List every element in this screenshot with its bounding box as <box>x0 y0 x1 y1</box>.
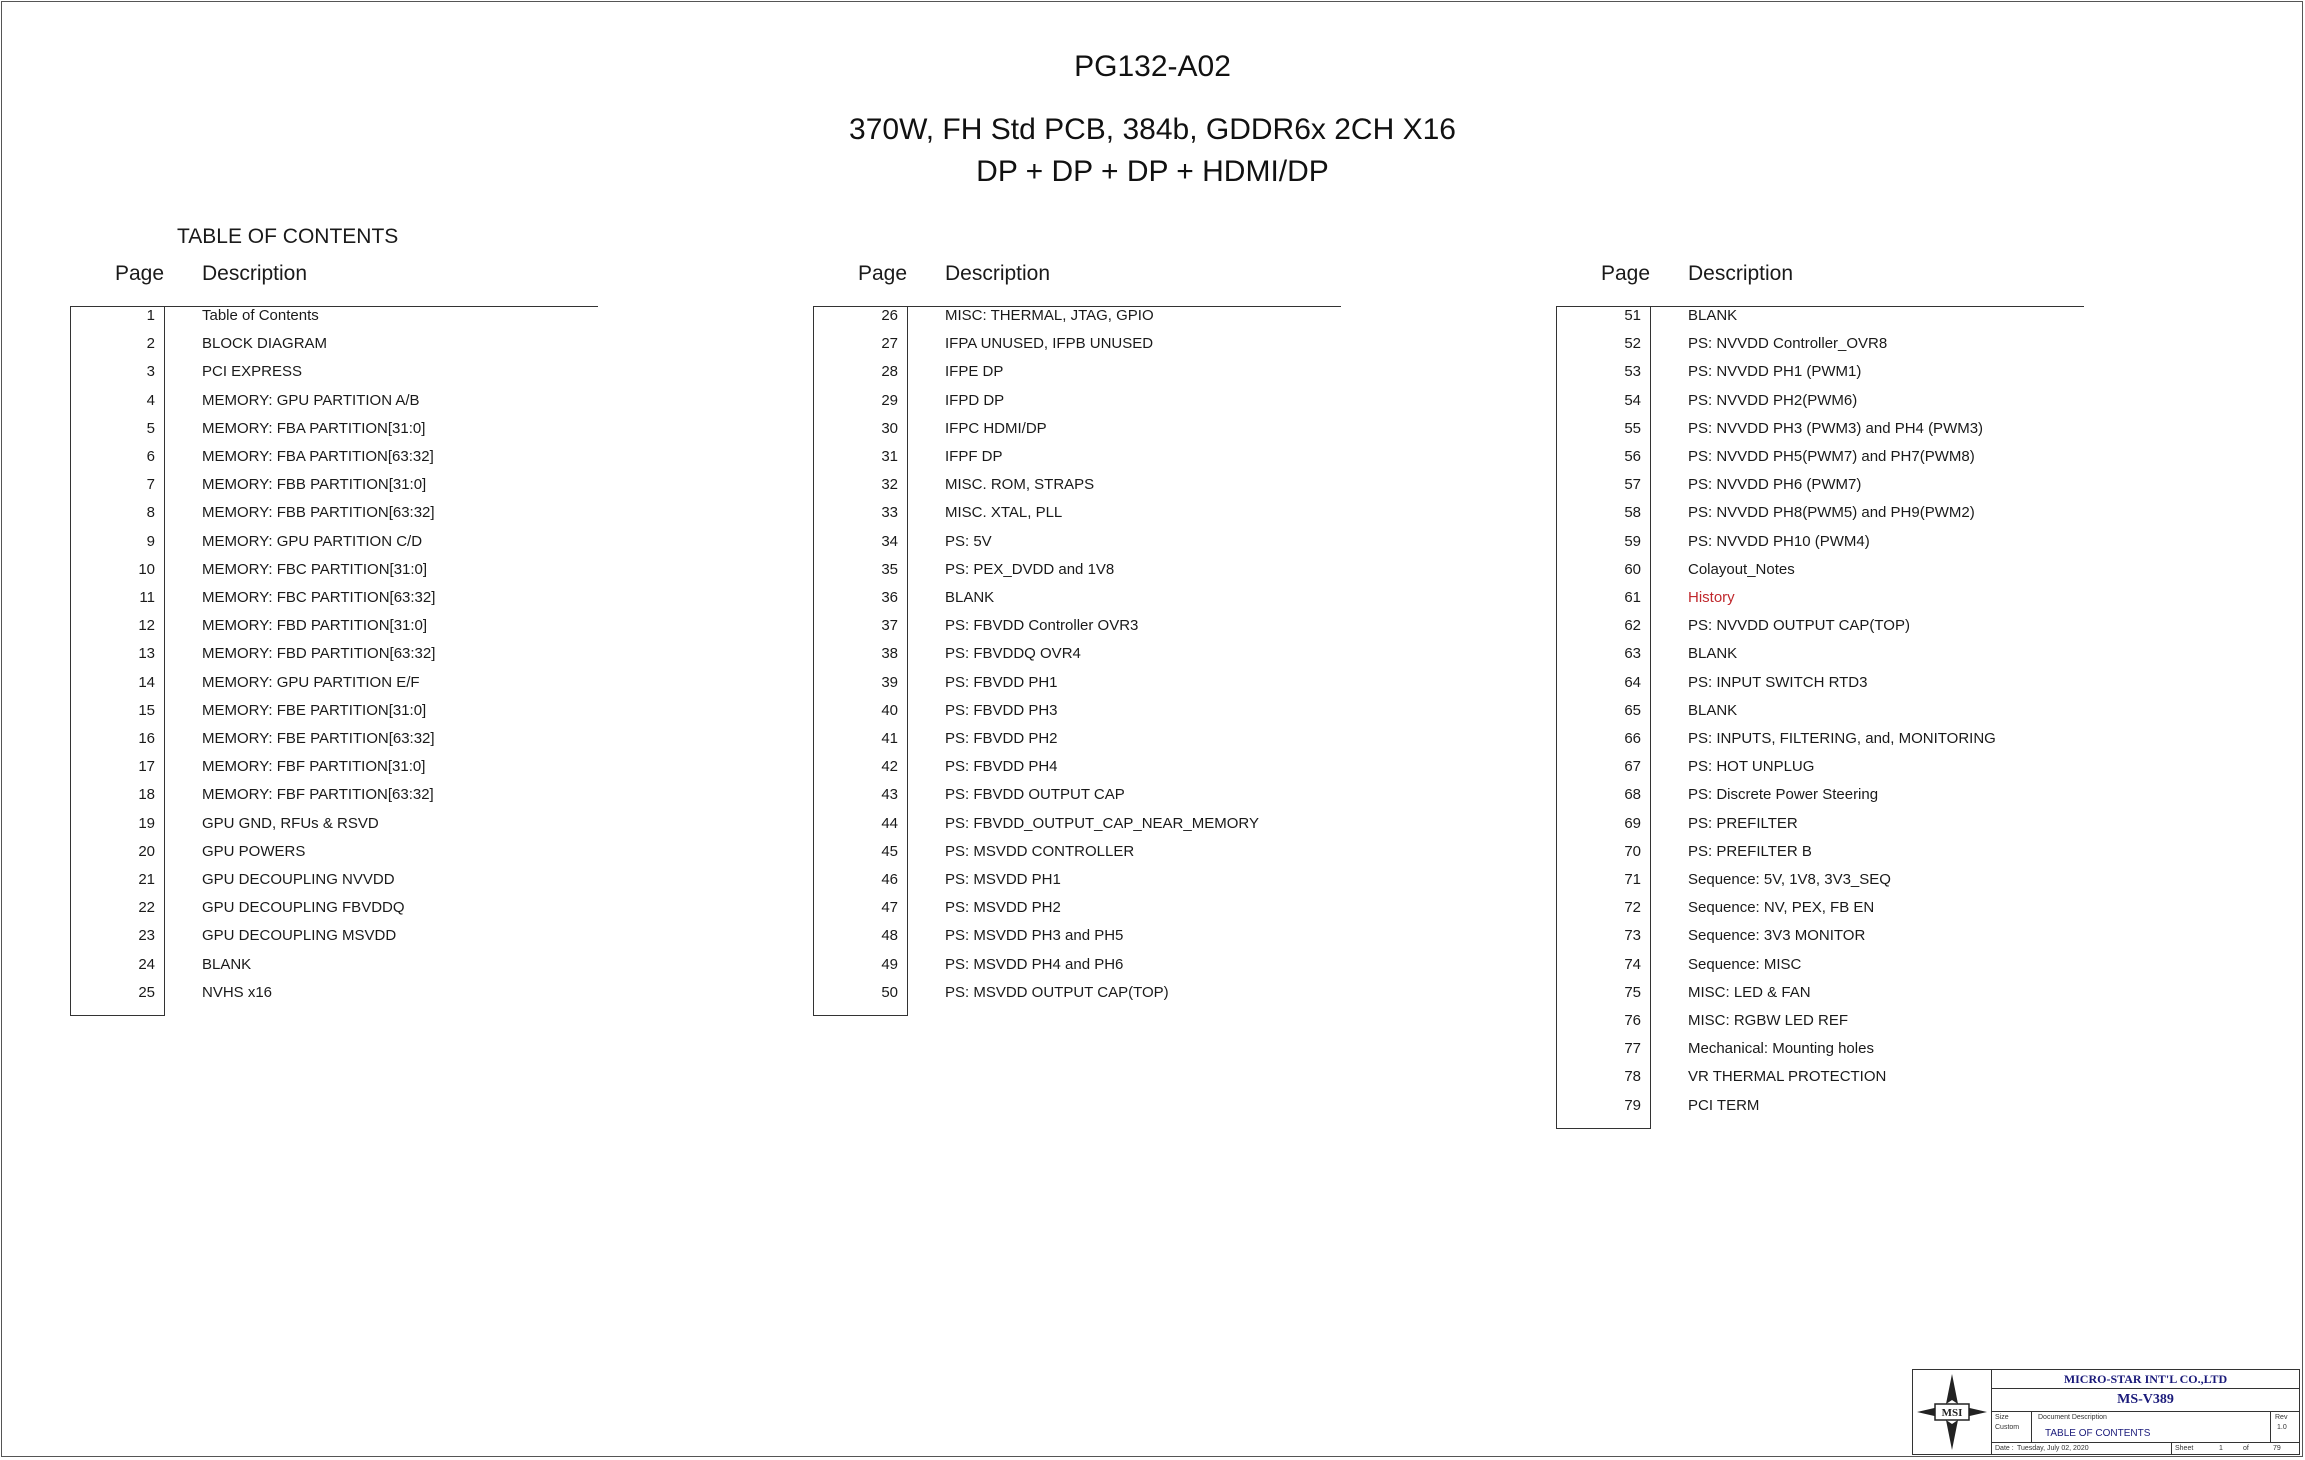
toc-page-number: 19 <box>138 814 155 832</box>
toc-page-number: 41 <box>881 730 898 747</box>
toc-page-number: 4 <box>146 391 155 409</box>
toc-description: PS: MSVDD PH1 <box>945 871 1061 888</box>
toc-description: MEMORY: FBC PARTITION[63:32] <box>202 589 436 606</box>
toc-page-number: 57 <box>1624 476 1641 494</box>
toc-description: PS: 5V <box>945 532 992 550</box>
toc-description: IFPA UNUSED, IFPB UNUSED <box>945 335 1154 353</box>
toc-description: GPU POWERS <box>202 842 306 860</box>
toc-page-number: 47 <box>881 899 898 917</box>
toc-description: PS: PREFILTER B <box>1688 842 1812 860</box>
toc-description: Sequence: MISC <box>1688 955 1802 973</box>
toc-description: MEMORY: GPU PARTITION C/D <box>202 532 423 550</box>
table-page-divider <box>164 306 165 1015</box>
toc-page-number: 6 <box>146 448 155 465</box>
toc-description: MEMORY: FBC PARTITION[31:0] <box>202 560 428 578</box>
toc-page-number: 70 <box>1624 842 1641 860</box>
toc-page-number: 35 <box>881 560 898 578</box>
toc-page-number: 79 <box>1624 1096 1641 1114</box>
toc-description: MEMORY: FBD PARTITION[63:32] <box>202 645 436 663</box>
of-label: of <box>2243 1445 2249 1452</box>
toc-page-number: 66 <box>1624 730 1641 747</box>
table-bottom-rule <box>1556 1128 1651 1129</box>
toc-page-number: 49 <box>881 955 898 973</box>
toc-description: IFPE DP <box>945 363 1004 381</box>
toc-description: PCI TERM <box>1688 1096 1760 1114</box>
toc-page-number: 65 <box>1624 701 1641 719</box>
description-column-header: Description <box>1688 262 1794 285</box>
toc-page-number: 8 <box>146 504 155 522</box>
toc-page-number: 42 <box>881 758 898 776</box>
toc-page-number: 73 <box>1624 927 1641 945</box>
toc-description: GPU DECOUPLING FBVDDQ <box>202 899 405 917</box>
toc-page-number: 53 <box>1624 363 1641 381</box>
msi-star-icon <box>1913 1370 1991 1454</box>
toc-description: PS: NVVDD PH3 (PWM3) and PH4 (PWM3) <box>1688 419 1984 437</box>
toc-description: Table of Contents <box>202 307 319 324</box>
toc-description: GPU GND, RFUs & RSVD <box>202 814 379 832</box>
toc-description: PS: NVVDD PH5(PWM7) and PH7(PWM8) <box>1688 448 1975 465</box>
toc-page-number: 34 <box>881 532 898 550</box>
toc-page-number: 76 <box>1624 1012 1641 1029</box>
toc-description: PS: FBVDD_OUTPUT_CAP_NEAR_MEMORY <box>945 814 1259 832</box>
toc-page-number: 40 <box>881 701 898 719</box>
table-left-rule <box>813 306 814 1015</box>
toc-description: PS: PREFILTER <box>1688 814 1798 832</box>
table-left-rule <box>1556 306 1557 1128</box>
toc-page-number: 59 <box>1624 532 1641 550</box>
toc-description: PS: FBVDDQ OVR4 <box>945 645 1081 663</box>
toc-page-number: 7 <box>146 476 155 494</box>
toc-heading: TABLE OF CONTENTS <box>177 225 399 248</box>
toc-description: History <box>1688 589 1735 606</box>
toc-page-number: 22 <box>138 899 155 917</box>
page-column-header: Page <box>115 262 165 285</box>
toc-page-number: 21 <box>138 871 155 888</box>
toc-description: PS: INPUT SWITCH RTD3 <box>1688 673 1868 691</box>
size-label: Size <box>1995 1414 2009 1421</box>
toc-description: PS: INPUTS, FILTERING, and, MONITORING <box>1688 730 1996 747</box>
toc-description: PS: PEX_DVDD and 1V8 <box>945 560 1115 578</box>
toc-description: Colayout_Notes <box>1688 560 1795 578</box>
toc-description: MEMORY: FBF PARTITION[31:0] <box>202 758 426 776</box>
toc-page-number: 32 <box>881 476 898 494</box>
doc-desc-label: Document Description <box>2038 1414 2107 1421</box>
toc-description: BLANK <box>1688 645 1738 663</box>
toc-page-number: 63 <box>1624 645 1641 663</box>
toc-page-number: 11 <box>139 589 155 606</box>
toc-description: MISC. ROM, STRAPS <box>945 476 1095 494</box>
toc-description: MISC: LED & FAN <box>1688 983 1811 1001</box>
toc-description: Sequence: 5V, 1V8, 3V3_SEQ <box>1688 871 1891 888</box>
toc-page-number: 46 <box>881 871 898 888</box>
toc-page-number: 55 <box>1624 419 1641 437</box>
toc-description: MEMORY: FBA PARTITION[63:32] <box>202 448 434 465</box>
toc-description: BLANK <box>1688 701 1738 719</box>
title-block <box>1912 1369 2300 1455</box>
sheet-value: 1 <box>2219 1445 2223 1452</box>
toc-description: PS: NVVDD OUTPUT CAP(TOP) <box>1688 617 1910 635</box>
toc-page-number: 78 <box>1624 1068 1641 1086</box>
table-left-rule <box>70 306 71 1015</box>
toc-page-number: 60 <box>1624 560 1641 578</box>
toc-page-number: 30 <box>881 419 898 437</box>
msi-logo <box>1913 1370 1992 1454</box>
toc-page-number: 31 <box>881 448 898 465</box>
toc-page-number: 67 <box>1624 758 1641 776</box>
toc-description: PS: FBVDD Controller OVR3 <box>945 617 1139 635</box>
toc-page-number: 2 <box>146 335 155 353</box>
model-number: MS-V389 <box>1992 1389 2299 1412</box>
toc-description: PS: NVVDD PH1 (PWM1) <box>1688 363 1862 381</box>
toc-page-number: 37 <box>881 617 898 635</box>
toc-page-number: 23 <box>138 927 155 945</box>
document-title: PG132-A02 <box>1074 50 1231 83</box>
toc-page-number: 72 <box>1624 899 1641 917</box>
table-bottom-rule <box>813 1015 908 1016</box>
toc-page-number: 5 <box>146 419 155 437</box>
toc-description: PS: MSVDD OUTPUT CAP(TOP) <box>945 983 1169 1001</box>
toc-page-number: 39 <box>881 673 898 691</box>
toc-description: Mechanical: Mounting holes <box>1688 1040 1874 1058</box>
toc-description: PS: FBVDD OUTPUT CAP <box>945 786 1125 804</box>
toc-page-number: 9 <box>146 532 155 550</box>
toc-description: BLANK <box>1688 307 1738 324</box>
description-column-header: Description <box>202 262 308 285</box>
toc-page-number: 29 <box>881 391 898 409</box>
toc-description: IFPF DP <box>945 448 1003 465</box>
toc-page-number: 61 <box>1624 589 1641 606</box>
toc-page-number: 36 <box>881 589 898 606</box>
toc-page-number: 20 <box>138 842 155 860</box>
toc-description: GPU DECOUPLING MSVDD <box>202 927 397 945</box>
toc-page-number: 12 <box>138 617 155 635</box>
toc-page-number: 75 <box>1624 983 1641 1001</box>
date-label: Date : <box>1995 1445 2014 1452</box>
document-subtitle-line1: 370W, FH Std PCB, 384b, GDDR6x 2CH X16 <box>849 113 1456 146</box>
toc-page-number: 10 <box>138 560 155 578</box>
toc-description: IFPD DP <box>945 391 1005 409</box>
toc-description: MEMORY: GPU PARTITION A/B <box>202 391 420 409</box>
toc-description: PS: HOT UNPLUG <box>1688 758 1815 776</box>
toc-page-number: 15 <box>138 701 155 719</box>
toc-page-number: 51 <box>1624 307 1641 324</box>
toc-page-number: 64 <box>1624 673 1641 691</box>
toc-description: PS: NVVDD PH2(PWM6) <box>1688 391 1858 409</box>
toc-page-number: 77 <box>1624 1040 1641 1058</box>
toc-description: PS: MSVDD PH3 and PH5 <box>945 927 1124 945</box>
toc-page-number: 16 <box>138 730 155 747</box>
toc-page-number: 71 <box>1624 871 1641 888</box>
of-value: 79 <box>2273 1445 2281 1452</box>
schematic-sheet-border <box>1 1 2303 1457</box>
page-column-header: Page <box>1601 262 1651 285</box>
toc-description: PS: NVVDD PH10 (PWM4) <box>1688 532 1870 550</box>
toc-page-number: 14 <box>138 673 155 691</box>
toc-page-number: 68 <box>1624 786 1641 804</box>
toc-page-number: 62 <box>1624 617 1641 635</box>
toc-description: IFPC HDMI/DP <box>945 419 1047 437</box>
sheet-label: Sheet <box>2175 1445 2194 1452</box>
toc-description: PS: FBVDD PH1 <box>945 673 1058 691</box>
toc-page-number: 58 <box>1624 504 1641 522</box>
toc-description: MEMORY: FBB PARTITION[63:32] <box>202 504 435 522</box>
toc-description: Sequence: 3V3 MONITOR <box>1688 927 1866 945</box>
toc-description: MEMORY: FBE PARTITION[63:32] <box>202 730 435 747</box>
toc-description: PS: NVVDD PH8(PWM5) and PH9(PWM2) <box>1688 504 1975 522</box>
date-value: Tuesday, July 02, 2020 <box>2017 1445 2089 1452</box>
toc-description: BLANK <box>202 955 252 973</box>
toc-description: MEMORY: GPU PARTITION E/F <box>202 673 420 691</box>
toc-page-number: 26 <box>881 307 898 324</box>
toc-page-number: 56 <box>1624 448 1641 465</box>
toc-page-number: 54 <box>1624 391 1641 409</box>
table-page-divider <box>1650 306 1651 1128</box>
toc-description: Sequence: NV, PEX, FB EN <box>1688 899 1875 917</box>
toc-description: MEMORY: FBE PARTITION[31:0] <box>202 701 427 719</box>
toc-description: PS: MSVDD PH2 <box>945 899 1061 917</box>
document-subtitle-line2: DP + DP + DP + HDMI/DP <box>976 155 1329 188</box>
toc-description: PS: FBVDD PH3 <box>945 701 1058 719</box>
toc-description: PS: NVVDD PH6 (PWM7) <box>1688 476 1862 494</box>
toc-page-number: 44 <box>881 814 898 832</box>
toc-page-number: 69 <box>1624 814 1641 832</box>
description-column-header: Description <box>945 262 1051 285</box>
toc-description: GPU DECOUPLING NVVDD <box>202 871 395 888</box>
toc-description: MEMORY: FBD PARTITION[31:0] <box>202 617 428 635</box>
toc-page-number: 74 <box>1624 955 1641 973</box>
toc-description: PS: FBVDD PH2 <box>945 730 1058 747</box>
toc-description: MISC. XTAL, PLL <box>945 504 1063 522</box>
size-value: Custom <box>1995 1424 2020 1431</box>
toc-page-number: 38 <box>881 645 898 663</box>
toc-description: VR THERMAL PROTECTION <box>1688 1068 1887 1086</box>
toc-description: MISC: RGBW LED REF <box>1688 1012 1849 1029</box>
toc-description: NVHS x16 <box>202 983 273 1001</box>
toc-description: PS: Discrete Power Steering <box>1688 786 1879 804</box>
toc-page-number: 48 <box>881 927 898 945</box>
toc-page-number: 3 <box>146 363 155 381</box>
toc-description: MISC: THERMAL, JTAG, GPIO <box>945 307 1154 324</box>
toc-page-number: 1 <box>146 307 155 324</box>
logo-text: MSI <box>1941 1407 1963 1419</box>
toc-page-number: 28 <box>881 363 898 381</box>
toc-page-number: 45 <box>881 842 898 860</box>
toc-page-number: 25 <box>138 983 155 1001</box>
toc-page-number: 43 <box>881 786 898 804</box>
toc-description: PS: MSVDD CONTROLLER <box>945 842 1135 860</box>
toc-description: PS: NVVDD Controller_OVR8 <box>1688 335 1888 353</box>
toc-page-number: 24 <box>138 955 155 973</box>
toc-page-number: 27 <box>881 335 898 353</box>
table-page-divider <box>907 306 908 1015</box>
toc-page-number: 50 <box>881 983 898 1001</box>
company-name: MICRO-STAR INT'L CO.,LTD <box>1992 1370 2299 1389</box>
toc-description: MEMORY: FBB PARTITION[31:0] <box>202 476 427 494</box>
rev-label: Rev <box>2275 1414 2288 1421</box>
toc-description: PCI EXPRESS <box>202 363 303 381</box>
page-column-header: Page <box>858 262 908 285</box>
toc-description: PS: MSVDD PH4 and PH6 <box>945 955 1124 973</box>
toc-page-number: 18 <box>138 786 155 804</box>
toc-description: MEMORY: FBA PARTITION[31:0] <box>202 419 426 437</box>
toc-description: PS: FBVDD PH4 <box>945 758 1058 776</box>
toc-description: MEMORY: FBF PARTITION[63:32] <box>202 786 434 804</box>
toc-description: BLANK <box>945 589 995 606</box>
toc-page-number: 13 <box>138 645 155 663</box>
toc-description: BLOCK DIAGRAM <box>202 335 328 353</box>
rev-value: 1.0 <box>2277 1424 2287 1431</box>
toc-page-number: 52 <box>1624 335 1641 353</box>
toc-page-number: 33 <box>881 504 898 522</box>
table-bottom-rule <box>70 1015 165 1016</box>
doc-desc-value: TABLE OF CONTENTS <box>2045 1428 2151 1439</box>
toc-page-number: 17 <box>138 758 155 776</box>
